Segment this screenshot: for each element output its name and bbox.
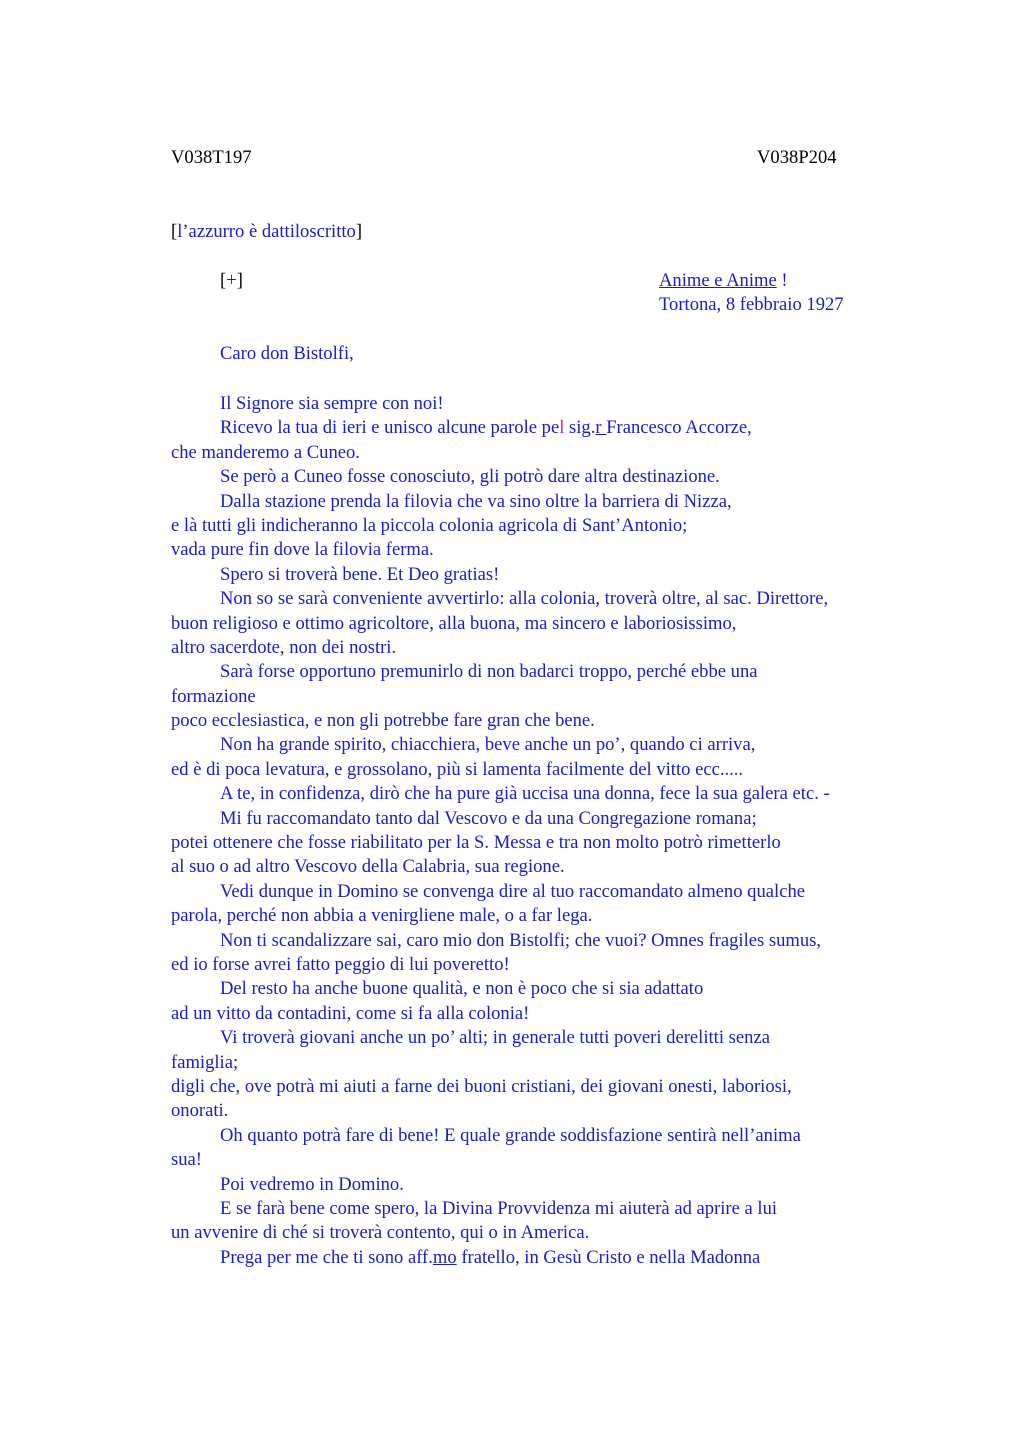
body-line: ad un vitto da contadini, come si fa alla colonia! bbox=[171, 1002, 530, 1024]
body-line: E se farà bene come spero, la Divina Provvidenza mi aiuterà ad aprire a lui bbox=[220, 1197, 778, 1219]
body-line: Vi troverà giovani anche un po’ alti; in generale tutti poveri derelitti senza bbox=[220, 1027, 770, 1049]
document-code-right: V038P204 bbox=[757, 147, 837, 168]
salutation: Caro don Bistolfi, bbox=[220, 343, 354, 364]
body-line: Sarà forse opportuno premunirlo di non badarci troppo, perché ebbe una bbox=[220, 661, 758, 683]
motto-exclamation: ! bbox=[776, 270, 788, 291]
body-line: Vedi dunque in Domino se convenga dire al tuo raccomandato almeno qualche bbox=[220, 880, 805, 902]
body-line: Dalla stazione prenda la filovia che va sino oltre la barriera di Nizza, bbox=[220, 490, 732, 512]
letter-motto bbox=[659, 269, 788, 293]
body-line: A te, in confidenza, dirò che ha pure già uccisa una donna, fece la sua galera etc. - bbox=[220, 783, 830, 805]
body-line: Del resto ha anche buone qualità, e non è poco che si sia adattato bbox=[220, 978, 704, 1000]
body-line: onorati. bbox=[171, 1100, 229, 1122]
body-line: buon religioso e ottimo agricoltore, alla buona, ma sincero e laboriosissimo, bbox=[171, 612, 737, 634]
body-line: potei ottenere che fosse riabilitato per la S. Messa e tra non molto potrò rimetterlo bbox=[171, 832, 781, 854]
body-line: e là tutti gli indicheranno la piccola colonia agricola di Sant’Antonio; bbox=[171, 514, 688, 536]
cross-symbol: + bbox=[226, 270, 237, 291]
body-line: vada pure fin dove la filovia ferma. bbox=[171, 539, 434, 561]
body-line: Ricevo la tua di ieri e unisco alcune parole pel sig.r Francesco Accorze, bbox=[220, 417, 752, 439]
note-close-bracket: ] bbox=[355, 221, 363, 242]
body-line: sua! bbox=[171, 1149, 202, 1171]
body-line: un avvenire di ché si troverà contento, qui o in America. bbox=[171, 1222, 590, 1244]
correction-mark: l bbox=[559, 417, 565, 439]
body-line: che manderemo a Cuneo. bbox=[171, 441, 360, 463]
body-line: formazione bbox=[171, 685, 256, 707]
body-line: Poi vedremo in Domino. bbox=[220, 1173, 404, 1195]
body-line: Mi fu raccomandato tanto dal Vescovo e da una Congregazione romana; bbox=[220, 807, 757, 829]
body-line: Spero si troverà bene. Et Deo gratias! bbox=[220, 563, 500, 585]
cross-close-bracket: ] bbox=[236, 270, 243, 291]
document-code-left: V038T197 bbox=[171, 147, 252, 168]
body-line: Se però a Cuneo fosse conosciuto, gli potrò dare altra destinazione. bbox=[220, 466, 720, 488]
motto-text: Anime e Anime bbox=[659, 270, 777, 291]
body-line: parola, perché non abbia a venirgliene male, o a far lega. bbox=[171, 905, 593, 927]
body-line: al suo o ad altro Vescovo della Calabria, sua regione. bbox=[171, 856, 565, 878]
cross-open-bracket: [ bbox=[220, 270, 227, 291]
cross-mark bbox=[220, 269, 243, 293]
body-line: famiglia; bbox=[171, 1051, 239, 1073]
body-line: altro sacerdote, non dei nostri. bbox=[171, 636, 397, 658]
body-line: Prega per me che ti sono aff.mo fratello, in Gesù Cristo e nella Madonna bbox=[220, 1246, 761, 1268]
note-text: l’azzurro è dattiloscritto bbox=[177, 221, 356, 242]
body-line: poco ecclesiastica, e non gli potrebbe fare gran che bene. bbox=[171, 710, 595, 732]
body-line: Oh quanto potrà fare di bene! E quale grande soddisfazione sentirà nell’anima bbox=[220, 1124, 801, 1146]
body-line: ed è di poca levatura, e grossolano, più si lamenta facilmente del vitto ecc..... bbox=[171, 758, 744, 780]
body-line: Il Signore sia sempre con noi! bbox=[220, 393, 444, 414]
body-line: Non ti scandalizzare sai, caro mio don Bistolfi; che vuoi? Omnes fragiles sumus, bbox=[220, 929, 822, 951]
body-line: Non ha grande spirito, chiacchiera, beve anche un po’, quando ci arriva, bbox=[220, 734, 756, 756]
editorial-note bbox=[171, 220, 362, 244]
place-date: Tortona, 8 febbraio 1927 bbox=[659, 294, 844, 315]
note-open-bracket: [ bbox=[171, 221, 178, 242]
body-line: digli che, ove potrà mi aiuti a farne dei buoni cristiani, dei giovani onesti, laboriosi, bbox=[171, 1075, 792, 1097]
letter-body bbox=[171, 392, 931, 1270]
body-line: Non so se sarà conveniente avvertirlo: alla colonia, troverà oltre, al sac. Direttore, bbox=[220, 588, 829, 610]
body-line: ed io forse avrei fatto peggio di lui poveretto! bbox=[171, 953, 510, 975]
